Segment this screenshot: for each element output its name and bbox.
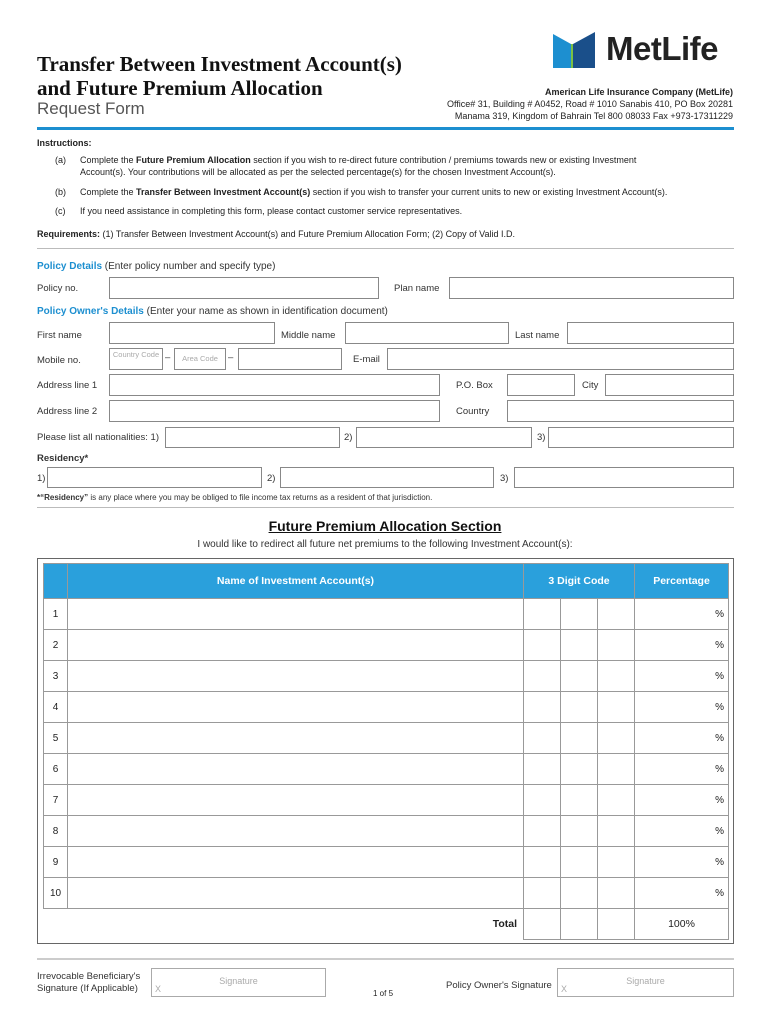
account-name-input[interactable] <box>68 878 524 909</box>
first-name-input[interactable] <box>109 322 275 344</box>
account-name-input[interactable] <box>68 692 524 723</box>
instruction-b-pre: Complete the <box>80 187 137 197</box>
code-digit-3-input[interactable] <box>598 816 635 847</box>
instruction-b-marker: (b) <box>55 187 66 197</box>
instruction-a-marker: (a) <box>55 155 66 165</box>
header-rule <box>37 127 734 130</box>
row-number: 4 <box>44 692 68 723</box>
country-code-input[interactable]: Country Code <box>109 348 163 370</box>
instruction-b <box>80 186 734 198</box>
account-name-input[interactable] <box>68 847 524 878</box>
code-digit-1-input[interactable] <box>524 599 561 630</box>
row-number: 5 <box>44 723 68 754</box>
middle-name-label: Middle name <box>281 330 336 341</box>
percentage-input[interactable]: % <box>635 754 729 785</box>
percentage-input[interactable]: % <box>635 723 729 754</box>
divider <box>37 248 734 249</box>
address2-input[interactable] <box>109 400 440 422</box>
header-num-cell <box>44 564 68 599</box>
policy-heading-note: (Enter policy number and specify type) <box>102 261 276 272</box>
dash-2: – <box>228 352 234 363</box>
total-value: 100% <box>635 909 729 940</box>
instruction-c: If you need assistance in completing this form, please contact customer service representatives. <box>80 206 463 216</box>
email-label: E-mail <box>353 354 380 365</box>
total-digit-3 <box>598 909 635 940</box>
account-name-input[interactable] <box>68 723 524 754</box>
percentage-input[interactable]: % <box>635 878 729 909</box>
instruction-a <box>80 154 734 178</box>
row-number: 9 <box>44 847 68 878</box>
row-number: 1 <box>44 599 68 630</box>
code-digit-1-input[interactable] <box>524 723 561 754</box>
code-digit-3-input[interactable] <box>598 785 635 816</box>
allocation-title: Future Premium Allocation Section <box>268 518 502 534</box>
instruction-a-line2: Account(s). Your contributions will be allocated as per the selected percentage(s) for the chosen Investment Account(s). <box>80 167 556 177</box>
country-input[interactable] <box>507 400 734 422</box>
account-name-input[interactable] <box>68 630 524 661</box>
residency-3-input[interactable] <box>514 467 734 488</box>
address1-input[interactable] <box>109 374 440 396</box>
city-label: City <box>582 380 599 391</box>
code-digit-2-input[interactable] <box>561 878 598 909</box>
form-title <box>37 52 402 100</box>
account-name-input[interactable] <box>68 785 524 816</box>
title-line-2: and Future Premium Allocation <box>37 76 323 100</box>
allocation-row <box>44 723 729 754</box>
mobile-number-input[interactable] <box>238 348 342 370</box>
allocation-table <box>43 563 729 940</box>
address1-label: Address line 1 <box>37 380 98 391</box>
total-row <box>44 909 729 940</box>
allocation-row <box>44 816 729 847</box>
row-number: 8 <box>44 816 68 847</box>
divider <box>37 507 734 508</box>
allocation-row <box>44 878 729 909</box>
residency-note-text: is any place where you may be obliged to file income tax returns as a resident of that jurisdiction. <box>88 493 433 502</box>
allocation-row <box>44 599 729 630</box>
middle-name-input[interactable] <box>345 322 509 344</box>
code-digit-1-input[interactable] <box>524 878 561 909</box>
percentage-input[interactable]: % <box>635 692 729 723</box>
metlife-logo-icon <box>553 30 597 68</box>
code-digit-1-input[interactable] <box>524 754 561 785</box>
code-digit-3-input[interactable] <box>598 878 635 909</box>
email-input[interactable] <box>387 348 734 370</box>
x-mark: X <box>561 984 568 994</box>
policy-heading-text: Policy Details <box>37 261 103 272</box>
residency-1-label: 1) <box>37 473 46 484</box>
last-name-label: Last name <box>515 330 560 341</box>
percentage-input[interactable]: % <box>635 599 729 630</box>
percentage-input[interactable]: % <box>635 630 729 661</box>
code-digit-3-input[interactable] <box>598 847 635 878</box>
nationality-2-input[interactable] <box>356 427 532 448</box>
allocation-row <box>44 661 729 692</box>
code-digit-1-input[interactable] <box>524 847 561 878</box>
beneficiary-signature-box[interactable] <box>151 968 326 997</box>
code-digit-2-input[interactable] <box>561 847 598 878</box>
po-box-input[interactable] <box>507 374 575 396</box>
requirements-text: (1) Transfer Between Investment Account(s) and Future Premium Allocation Form; (2) Copy of Valid I.D. <box>100 229 516 239</box>
code-digit-2-input[interactable] <box>561 630 598 661</box>
code-digit-2-input[interactable] <box>561 599 598 630</box>
area-code-input[interactable]: Area Code <box>174 348 226 370</box>
residency-2-label: 2) <box>267 473 276 484</box>
residency-note <box>37 493 432 502</box>
allocation-row <box>44 692 729 723</box>
owner-heading-text: Policy Owner's Details <box>37 306 144 317</box>
code-digit-2-input[interactable] <box>561 754 598 785</box>
account-name-input[interactable] <box>68 599 524 630</box>
total-digit-2 <box>561 909 598 940</box>
footer-divider <box>37 958 734 960</box>
allocation-row <box>44 754 729 785</box>
header-digit-code: 3 Digit Code <box>524 564 635 599</box>
instructions-heading: Instructions: <box>37 138 92 148</box>
nationalities-label: Please list all nationalities: 1) <box>37 432 159 443</box>
row-number: 10 <box>44 878 68 909</box>
account-name-input[interactable] <box>68 754 524 785</box>
header-percentage: Percentage <box>635 564 729 599</box>
po-box-label: P.O. Box <box>456 380 493 391</box>
beneficiary-label-line2: Signature (If Applicable) <box>37 983 138 994</box>
code-digit-1-input[interactable] <box>524 816 561 847</box>
code-digit-3-input[interactable] <box>598 692 635 723</box>
nationality-2-label: 2) <box>344 432 353 443</box>
owner-details-heading <box>37 306 388 317</box>
form-subtitle: Request Form <box>37 99 145 118</box>
dash-1: – <box>165 352 171 363</box>
code-digit-3-input[interactable] <box>598 723 635 754</box>
company-address-2: Manama 319, Kingdom of Bahrain Tel 800 08033 Fax +973-17311229 <box>454 111 733 121</box>
instruction-a-pre: Complete the <box>80 155 137 165</box>
total-digit-1 <box>524 909 561 940</box>
code-digit-2-input[interactable] <box>561 692 598 723</box>
row-number: 7 <box>44 785 68 816</box>
owner-signature-box[interactable] <box>557 968 734 997</box>
row-number: 2 <box>44 630 68 661</box>
code-digit-1-input[interactable] <box>524 785 561 816</box>
total-label: Total <box>492 918 517 931</box>
address2-label: Address line 2 <box>37 406 98 417</box>
percentage-input[interactable]: % <box>635 816 729 847</box>
last-name-input[interactable] <box>567 322 734 344</box>
instruction-c-marker: (c) <box>55 206 66 216</box>
instruction-a-post: section if you wish to re-direct future contribution / premiums towards new or existing Investment <box>250 155 637 165</box>
allocation-body <box>44 599 729 909</box>
account-name-input[interactable] <box>68 661 524 692</box>
policy-details-heading <box>37 261 275 272</box>
code-digit-3-input[interactable] <box>598 599 635 630</box>
requirements-label: Requirements: <box>37 229 101 239</box>
owner-signature-label: Policy Owner's Signature <box>446 980 552 991</box>
code-digit-1-input[interactable] <box>524 630 561 661</box>
residency-2-input[interactable] <box>280 467 494 488</box>
mobile-label: Mobile no. <box>37 355 81 366</box>
page-number: 1 of 5 <box>373 989 394 998</box>
code-digit-3-input[interactable] <box>598 661 635 692</box>
allocation-header-row <box>44 564 729 599</box>
requirements <box>37 228 515 240</box>
code-digit-2-input[interactable] <box>561 723 598 754</box>
owner-heading-note: (Enter your name as shown in identification document) <box>143 306 388 317</box>
logo-text: MetLife <box>606 30 718 67</box>
company-name: American Life Insurance Company (MetLife) <box>544 87 733 97</box>
policy-no-input[interactable] <box>109 277 379 299</box>
code-digit-2-input[interactable] <box>561 661 598 692</box>
company-info <box>447 86 733 122</box>
residency-1-input[interactable] <box>47 467 262 488</box>
signature-placeholder: Signature <box>626 976 665 986</box>
account-name-input[interactable] <box>68 816 524 847</box>
x-mark: X <box>155 984 162 994</box>
company-address-1: Office# 31, Building # A0452, Road # 1010 Sanabis 410, PO Box 20281 <box>446 99 733 109</box>
title-line-1: Transfer Between Investment Account(s) <box>37 52 402 76</box>
beneficiary-label-line1: Irrevocable Beneficiary's <box>37 971 141 982</box>
first-name-label: First name <box>37 330 82 341</box>
beneficiary-signature-label <box>37 971 140 995</box>
residency-heading: Residency* <box>37 453 89 464</box>
country-label: Country <box>456 406 490 417</box>
code-digit-3-input[interactable] <box>598 630 635 661</box>
residency-3-label: 3) <box>500 473 509 484</box>
nationality-1-input[interactable] <box>165 427 340 448</box>
header-account-name: Name of Investment Account(s) <box>68 564 524 599</box>
allocation-subtitle: I would like to redirect all future net premiums to the following Investment Account(s): <box>197 539 573 550</box>
nationality-3-label: 3) <box>537 432 546 443</box>
plan-name-label: Plan name <box>394 283 440 294</box>
code-digit-2-input[interactable] <box>561 816 598 847</box>
code-digit-1-input[interactable] <box>524 692 561 723</box>
percentage-input[interactable]: % <box>635 847 729 878</box>
residency-note-bold: *“Residency” <box>37 493 89 502</box>
policy-no-label: Policy no. <box>37 283 79 294</box>
percentage-input[interactable]: % <box>635 785 729 816</box>
city-input[interactable] <box>605 374 734 396</box>
plan-name-input[interactable] <box>449 277 734 299</box>
row-number: 6 <box>44 754 68 785</box>
allocation-row <box>44 630 729 661</box>
signature-placeholder: Signature <box>219 976 258 986</box>
code-digit-3-input[interactable] <box>598 754 635 785</box>
instruction-b-post: section if you wish to transfer your current units to new or existing Investment Account(s). <box>310 187 668 197</box>
code-digit-1-input[interactable] <box>524 661 561 692</box>
allocation-row <box>44 785 729 816</box>
allocation-row <box>44 847 729 878</box>
code-digit-2-input[interactable] <box>561 785 598 816</box>
percentage-input[interactable]: % <box>635 661 729 692</box>
nationality-3-input[interactable] <box>548 427 734 448</box>
instruction-b-bold: Transfer Between Investment Account(s) <box>136 187 311 197</box>
instruction-a-bold: Future Premium Allocation <box>136 155 251 165</box>
row-number: 3 <box>44 661 68 692</box>
